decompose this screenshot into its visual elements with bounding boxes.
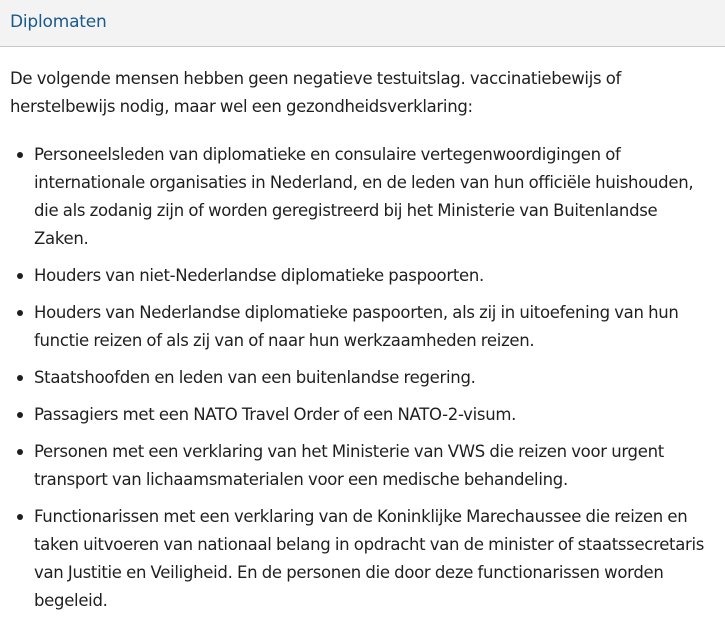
list-item: [10, 262, 715, 290]
list-item-text: Houders van Nederlandse diplomatieke paspoorten, als zij in uitoefening van hun functie reizen of als zij van of naar hun werkzaamheden reizen.: [34, 303, 679, 350]
list-item: [10, 438, 715, 494]
accordion-content: [0, 47, 725, 615]
bullet-icon: [17, 449, 23, 455]
list-item: [10, 503, 715, 615]
bullet-icon: [17, 514, 23, 520]
bullet-icon: [17, 375, 23, 381]
accordion-title[interactable]: Diplomaten: [10, 12, 107, 32]
bullet-list: [10, 141, 715, 615]
list-item-text: Passagiers met een NATO Travel Order of een NATO-2-visum.: [34, 405, 517, 424]
list-item: [10, 141, 715, 253]
list-item: [10, 299, 715, 355]
bullet-icon: [17, 152, 23, 158]
list-item-text: Staatshoofden en leden van een buitenlandse regering.: [34, 368, 476, 387]
bullet-icon: [17, 412, 23, 418]
list-item-text: Functionarissen met een verklaring van de Koninklijke Marechaussee die reizen en taken uitvoeren van nationaal belang in opdracht van de minister of staatssecretaris van Justitie en Veiligheid. En de personen die door deze functionarissen worden begeleid.: [34, 507, 705, 610]
list-item-text: Houders van niet-Nederlandse diplomatieke paspoorten.: [34, 266, 484, 285]
list-item-text: Personeelsleden van diplomatieke en consulaire vertegenwoordigingen of internationale organisaties in Nederland, en de leden van hun officiële huishouden, die als zodanig zijn of worden geregistreerd bij het Ministerie van Buitenlandse Zaken.: [34, 145, 694, 248]
list-item: [10, 364, 715, 392]
list-item-text: Personen met een verklaring van het Ministerie van VWS die reizen voor urgent transport van lichaamsmaterialen voor een medische behandeling.: [34, 442, 664, 489]
list-item: [10, 401, 715, 429]
accordion-header[interactable]: [0, 0, 725, 47]
intro-text: De volgende mensen hebben geen negatieve testuitslag. vaccinatiebewijs of herstelbewijs nodig, maar wel een gezondheidsverklaring:: [10, 69, 622, 116]
bullet-icon: [17, 310, 23, 316]
bullet-icon: [17, 273, 23, 279]
